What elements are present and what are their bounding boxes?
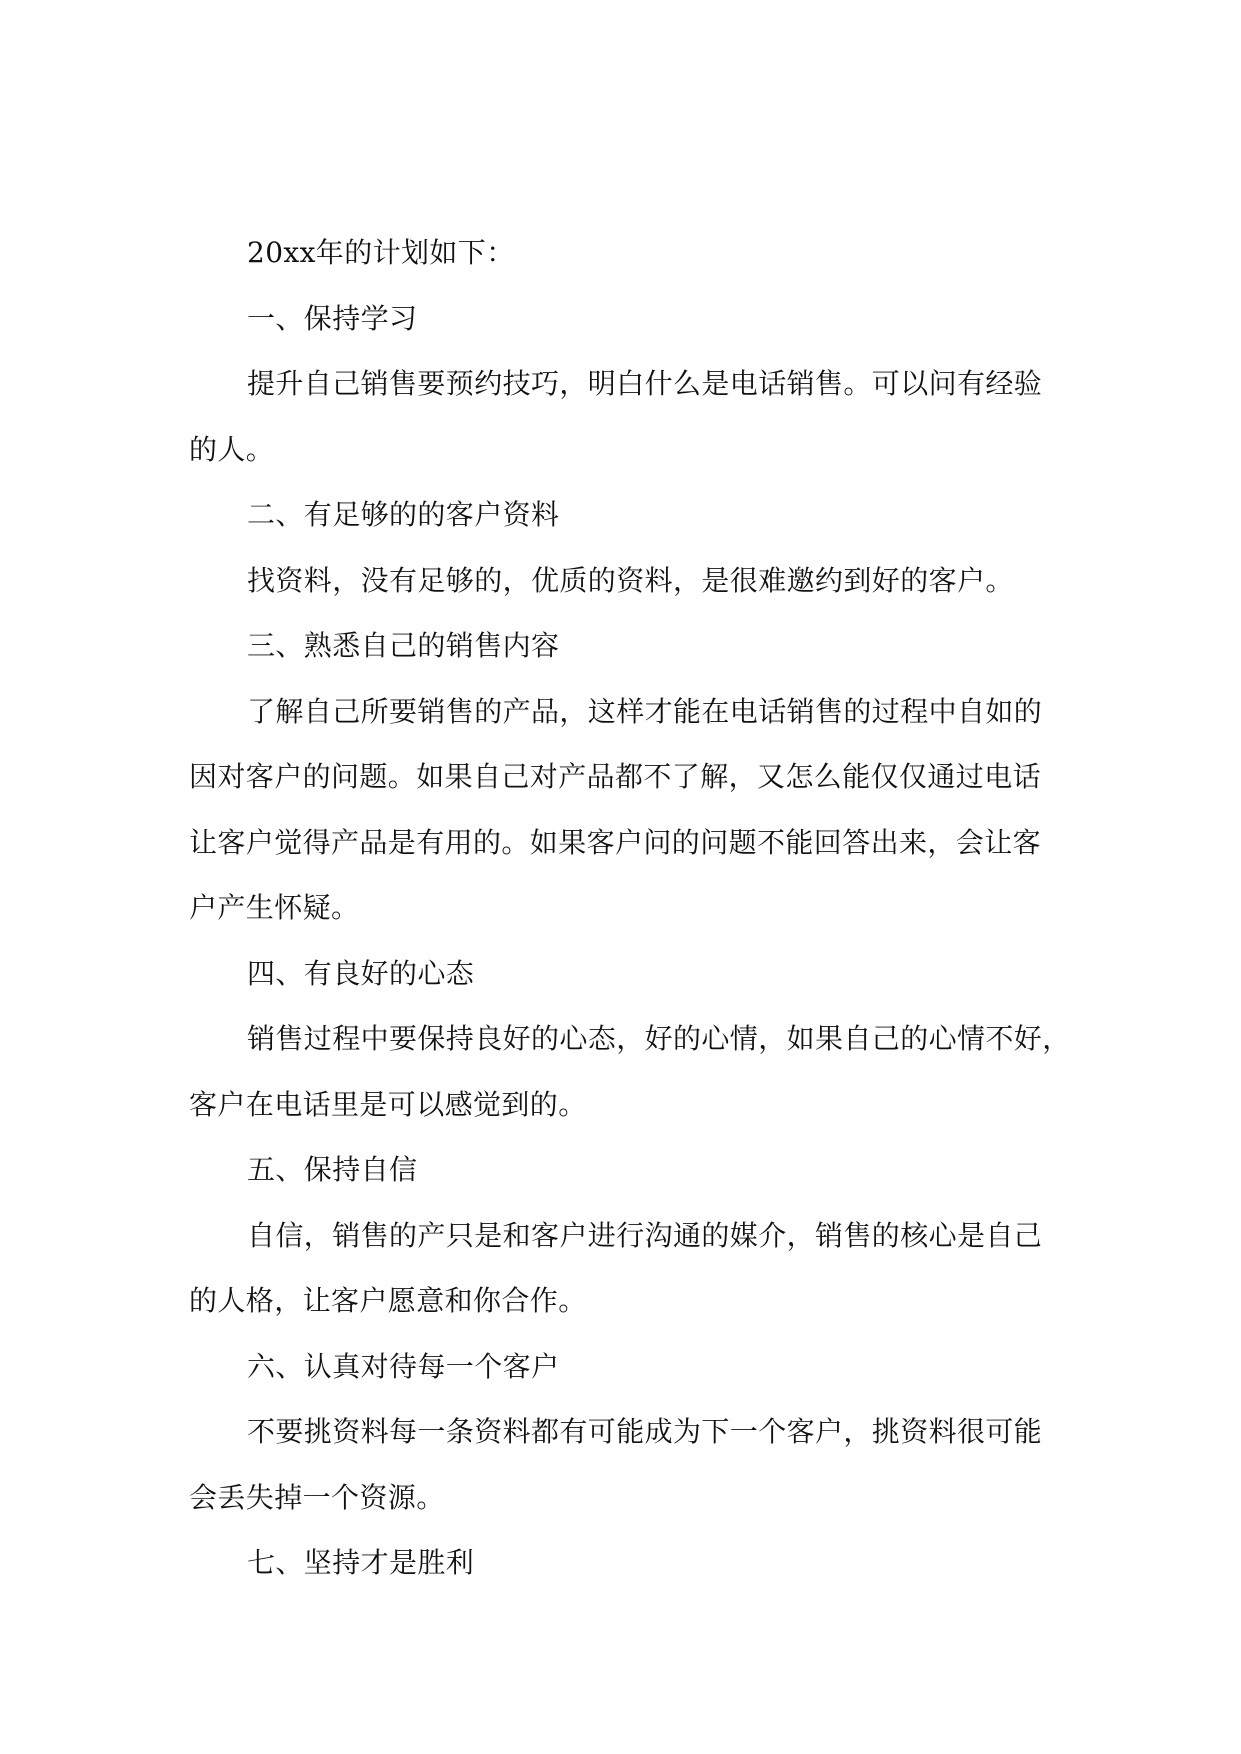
plan-intro: 20xx年的计划如下： xyxy=(247,236,515,269)
paragraph-line: 了解自己所要销售的产品，这样才能在电话销售的过程中自如的 xyxy=(247,694,1043,728)
paragraph-line: 的人。 xyxy=(189,432,275,466)
paragraph-line: 的人格，让客户愿意和你合作。 xyxy=(189,1284,587,1317)
paragraph-line: 找资料，没有足够的，优质的资料，是很难邀约到好的客户。 xyxy=(247,563,1014,597)
paragraph-line: 会丢失掉一个资源。 xyxy=(189,1480,445,1514)
paragraph-line: 提升自己销售要预约技巧，明白什么是电话销售。可以问有经验 xyxy=(247,367,1043,400)
paragraph-line: 不要挑资料每一条资料都有可能成为下一个客户，挑资料很可能 xyxy=(247,1415,1043,1448)
section-heading-7: 七、坚持才是胜利 xyxy=(247,1546,475,1579)
section-heading-4: 四、有良好的心态 xyxy=(247,956,475,990)
section-heading-1: 一、保持学习 xyxy=(247,301,418,335)
section-heading-3: 三、熟悉自己的销售内容 xyxy=(247,629,560,662)
document-page xyxy=(189,220,1071,1596)
section-heading-6: 六、认真对待每一个客户 xyxy=(247,1349,560,1383)
paragraph-line: 销售过程中要保持良好的心态，好的心情，如果自己的心情不好， xyxy=(247,1022,1071,1055)
paragraph-line: 让客户觉得产品是有用的。如果客户问的问题不能回答出来，会让客 xyxy=(189,825,1042,859)
section-heading-5: 五、保持自信 xyxy=(247,1153,418,1186)
paragraph-line: 因对客户的问题。如果自己对产品都不了解，又怎么能仅仅通过电话 xyxy=(189,760,1042,793)
paragraph-line: 自信，销售的产只是和客户进行沟通的媒介，销售的核心是自己 xyxy=(247,1218,1043,1252)
section-heading-2: 二、有足够的的客户资料 xyxy=(247,498,560,531)
paragraph-line: 客户在电话里是可以感觉到的。 xyxy=(189,1087,587,1121)
paragraph-line: 户产生怀疑。 xyxy=(189,891,360,924)
